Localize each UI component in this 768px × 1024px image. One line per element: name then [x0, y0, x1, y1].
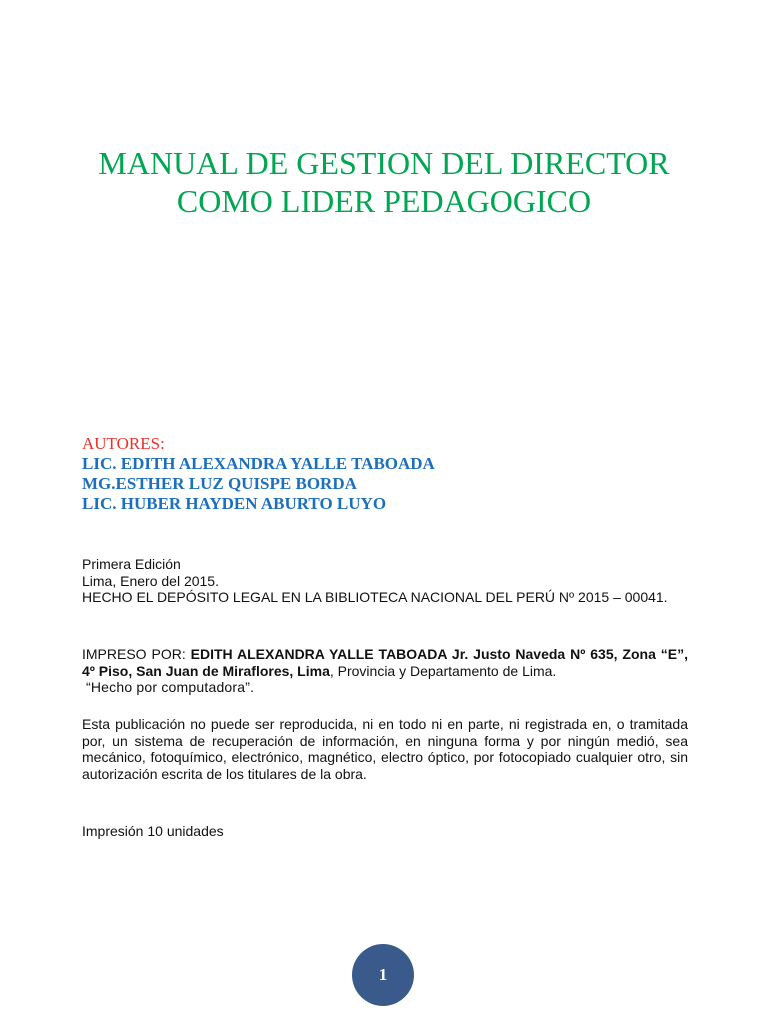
edition-line: Primera Edición [82, 556, 181, 572]
title-line-2: COMO LIDER PEDAGOGICO [176, 183, 592, 219]
authors-label: AUTORES: [82, 434, 165, 453]
computer-note: “Hecho por computadora”. [86, 679, 255, 695]
title-line-1: MANUAL DE GESTION DEL DIRECTOR [98, 145, 670, 181]
legal-deposit: HECHO EL DEPÓSITO LEGAL EN LA BIBLIOTECA NACIONAL DEL PERÚ Nº 2015 – 00041. [82, 589, 668, 605]
printer-name-address: EDITH ALEXANDRA YALLE TABOADA Jr. Justo Naveda Nº 635, Zona “E”, 4º Piso, San Juan de Miraflores, Lima [82, 646, 689, 679]
print-run: Impresión 10 unidades [82, 823, 224, 839]
page-number-badge: 1 [352, 944, 414, 1006]
document-title [0, 144, 768, 220]
author-name: MG.ESTHER LUZ QUISPE BORDA [82, 474, 357, 493]
authors-block [82, 434, 435, 514]
author-name: LIC. EDITH ALEXANDRA YALLE TABOADA [82, 454, 435, 473]
author-name: LIC. HUBER HAYDEN ABURTO LUYO [82, 494, 387, 513]
copyright-notice: Esta publicación no puede ser reproducida, ni en todo ni en parte, ni registrada en, o tramitada por, un sistema de recuperación de información, en ninguna forma y por ningún medió, sea mecánico, fotoquímico, electrónico, magnético, electro óptico, por fotocopiado cualquier otro, sin autorización escrita de los titulares de la obra. [82, 716, 688, 782]
edition-info [82, 556, 688, 606]
printer-suffix: , Provincia y Departamento de Lima. [329, 662, 557, 679]
edition-date: Lima, Enero del 2015. [82, 572, 219, 589]
printer-prefix: IMPRESO POR: [82, 646, 191, 662]
printer-info [82, 646, 688, 696]
